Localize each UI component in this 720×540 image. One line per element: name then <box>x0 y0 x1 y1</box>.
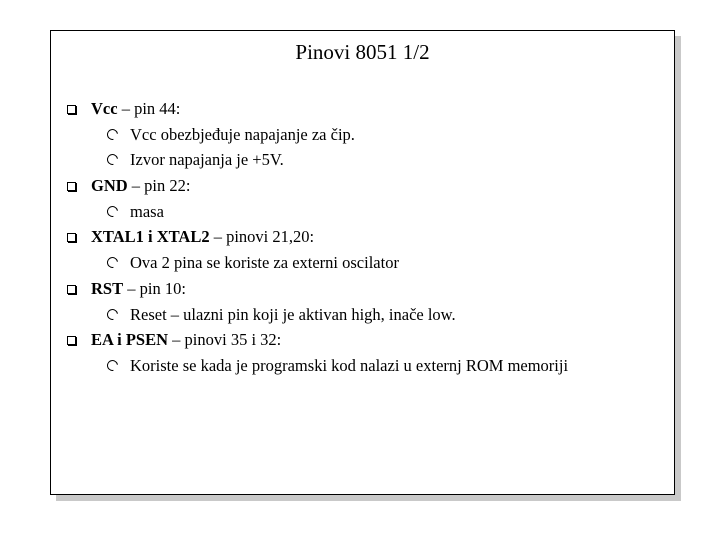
pin-name: RST <box>91 278 124 298</box>
sub-bullet-item <box>51 147 674 173</box>
sub-bullet-text: Izvor napajanja je +5V. <box>130 150 284 170</box>
pin-name: GND <box>91 176 128 196</box>
bullet-item <box>51 224 674 250</box>
sub-bullet-item <box>51 199 674 225</box>
pin-description: – pin 10: <box>123 278 186 298</box>
bullet-item <box>51 173 674 199</box>
sub-bullet-text: Ova 2 pina se koriste za externi oscilator <box>130 253 399 273</box>
slide-title: Pinovi 8051 1/2 <box>295 40 430 64</box>
sub-bullet-text: Vcc obezbjeđuje napajanje za čip. <box>130 124 355 144</box>
bullet-item <box>51 96 674 122</box>
slide <box>50 30 675 495</box>
sub-bullet-item <box>51 302 674 328</box>
pin-description: – pin 44: <box>117 99 181 118</box>
pin-description: – pinovi 35 i 32: <box>168 330 282 350</box>
bullet-item <box>51 276 674 302</box>
sub-bullet-text: Reset – ulazni pin koji je aktivan high, inače low. <box>130 304 456 324</box>
sub-bullet-text: Koriste se kada je programski kod nalazi u externj ROM memoriji <box>130 355 569 375</box>
pin-description: – pin 22: <box>127 176 191 196</box>
bullet-list <box>51 96 674 379</box>
sub-bullet-text: masa <box>130 201 164 221</box>
pin-name: Vcc <box>91 99 118 118</box>
pin-name: EA i PSEN <box>91 330 169 350</box>
pin-description: – pinovi 21,20: <box>209 227 315 247</box>
sub-bullet-item <box>51 122 674 148</box>
bullet-item <box>51 327 674 353</box>
sub-bullet-item <box>51 353 674 379</box>
sub-bullet-item <box>51 250 674 276</box>
pin-name: XTAL1 i XTAL2 <box>91 227 210 247</box>
